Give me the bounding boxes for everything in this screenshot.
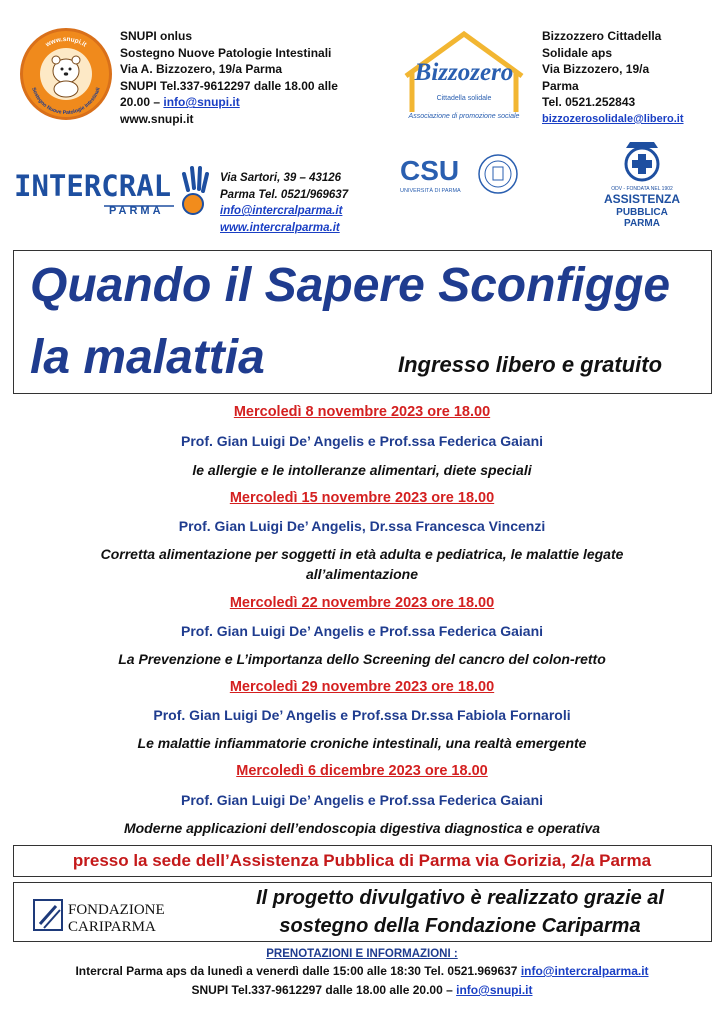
- bizzozero-logo-sub2: Associazione di promozione sociale: [408, 113, 520, 120]
- intercral-logo: [14, 160, 214, 224]
- snupi-contact: [120, 28, 380, 128]
- event-4-topic: Le malattie infiammatorie croniche intestinali, una realtà emergente: [137, 735, 587, 751]
- intercral-logo-sub: PARMA: [109, 205, 164, 217]
- intercral-email-link[interactable]: info@intercralparma.it: [220, 205, 343, 217]
- fondazione-cariparma-logo: [30, 894, 190, 936]
- bizzozero-logo-sub1: Cittadella solidale: [436, 95, 492, 102]
- footer-snupi-email-link[interactable]: info@snupi.it: [456, 983, 533, 997]
- bizzozero-logo: [398, 28, 530, 124]
- bizzozero-address: Via Bizzozero, 19/a: [542, 62, 650, 77]
- snupi-hours: 20.00 –: [120, 95, 164, 110]
- venue-text: presso la sede dell’Assistenza Pubblica di Parma via Gorizia, 2/a Parma: [72, 851, 652, 870]
- snupi-tel: SNUPI Tel.337-9612297 dalle 18.00 alle: [120, 78, 338, 93]
- bizzozero-logo-word: Bizzozero: [414, 59, 514, 86]
- footer-intercral-text: Intercral Parma aps da lunedì a venerdì dalle 15:00 alle 18:30 Tel. 0521.969637: [75, 964, 521, 978]
- bizzozero-name1: Bizzozzero Cittadella: [542, 29, 662, 43]
- event-5-date: Mercoledì 6 dicembre 2023 ore 18.00: [236, 763, 488, 779]
- snupi-email-link[interactable]: info@snupi.it: [163, 95, 240, 110]
- ap-logo-line1: ASSISTENZA: [603, 192, 681, 206]
- bizzozero-city: Parma: [542, 78, 579, 93]
- event-2-topic-cont: all’alimentazione: [305, 566, 419, 582]
- title-line1: Quando il Sapere Sconfigge: [30, 259, 671, 312]
- snupi-address: Via A. Bizzozero, 19/a Parma: [120, 62, 283, 77]
- event-5-speakers: Prof. Gian Luigi De’ Angelis e Prof.ssa Federica Gaiani: [180, 792, 544, 808]
- event-3-date: Mercoledì 22 novembre 2023 ore 18.00: [229, 595, 495, 611]
- prenotazioni-heading: PRENOTAZIONI E INFORMAZIONI :: [266, 948, 458, 960]
- event-3-speakers: Prof. Gian Luigi De’ Angelis e Prof.ssa Federica Gaiani: [180, 623, 544, 639]
- svg-text:www.snupi.it: [44, 36, 88, 49]
- snupi-subtitle: Sostegno Nuove Patologie Intestinali: [120, 45, 332, 60]
- event-4-speakers: Prof. Gian Luigi De’ Angelis e Prof.ssa Dr.ssa Fabiola Fornaroli: [153, 707, 571, 723]
- event-1-topic: le allergie e le intolleranze alimentari, diete speciali: [192, 462, 532, 478]
- snupi-logo-url: www.snupi.it: [44, 35, 88, 49]
- event-1-speakers: Prof. Gian Luigi De’ Angelis e Prof.ssa Federica Gaiani: [180, 433, 544, 449]
- footer-intercral-line: [0, 964, 724, 978]
- fondazione-logo-line1: FONDAZIONE: [68, 902, 165, 918]
- fondazione-text-line2: sostegno della Fondazione Cariparma: [279, 915, 641, 937]
- event-4-date: Mercoledì 29 novembre 2023 ore 18.00: [229, 679, 495, 695]
- csu-logo: [398, 150, 522, 202]
- footer-snupi-text: SNUPI Tel.337-9612297 dalle 18.00 alle 20.00 –: [191, 983, 457, 997]
- event-5-topic: Moderne applicazioni dell’endoscopia digestiva diagnostica e operativa: [123, 820, 601, 836]
- ap-logo-line3: PARMA: [624, 218, 660, 229]
- snupi-name: SNUPI onlus: [120, 29, 193, 43]
- intercral-address: Via Sartori, 39 – 43126: [220, 172, 342, 184]
- event-3-topic: La Prevenzione e L’importanza dello Screening del cancro del colon-retto: [118, 651, 606, 667]
- intercral-website-link[interactable]: www.intercralparma.it: [220, 221, 340, 234]
- event-2-date: Mercoledì 15 novembre 2023 ore 18.00: [229, 490, 495, 506]
- footer-snupi-line: [0, 983, 724, 997]
- intercral-tel: Parma Tel. 0521/969637: [220, 188, 349, 201]
- event-2-topic: Corretta alimentazione per soggetti in età adulta e pediatrica, le malattie legate: [100, 546, 624, 562]
- snupi-logo: [20, 28, 112, 120]
- csu-logo-sub: UNIVERSITÀ DI PARMA: [400, 188, 461, 194]
- assistenza-pubblica-logo: [602, 140, 682, 236]
- csu-logo-word: CSU: [400, 155, 460, 186]
- ap-logo-line2: PUBBLICA: [616, 207, 668, 218]
- title-line2: la malattia: [30, 331, 265, 384]
- bizzozero-email-link[interactable]: bizzozerosolidale@libero.it: [542, 112, 684, 125]
- footer-intercral-email-link[interactable]: info@intercralparma.it: [520, 964, 649, 978]
- fondazione-text-line1: Il progetto divulgativo è realizzato grazie al: [256, 887, 664, 909]
- event-2-speakers: Prof. Gian Luigi De’ Angelis, Dr.ssa Francesca Vincenzi: [178, 518, 546, 534]
- fondazione-logo-line2: CARIPARMA: [68, 919, 156, 935]
- bizzozero-name2: Solidale aps: [542, 45, 613, 60]
- snupi-logo-ring-text: Sostegno Nuove Patologie Intestinali: [30, 86, 102, 117]
- free-entry-note: Ingresso libero e gratuito: [398, 352, 663, 377]
- snupi-website: www.snupi.it: [120, 111, 194, 126]
- intercral-logo-word: INTERCRAL: [14, 169, 172, 203]
- bizzozero-contact: [542, 28, 722, 128]
- ap-logo-top: ODV - FONDATA NEL 1902: [611, 186, 673, 192]
- bizzozero-tel: Tel. 0521.252843: [542, 95, 636, 110]
- intercral-contact: [220, 170, 348, 236]
- fondazione-text: [215, 884, 705, 940]
- event-1-date: Mercoledì 8 novembre 2023 ore 18.00: [233, 404, 491, 420]
